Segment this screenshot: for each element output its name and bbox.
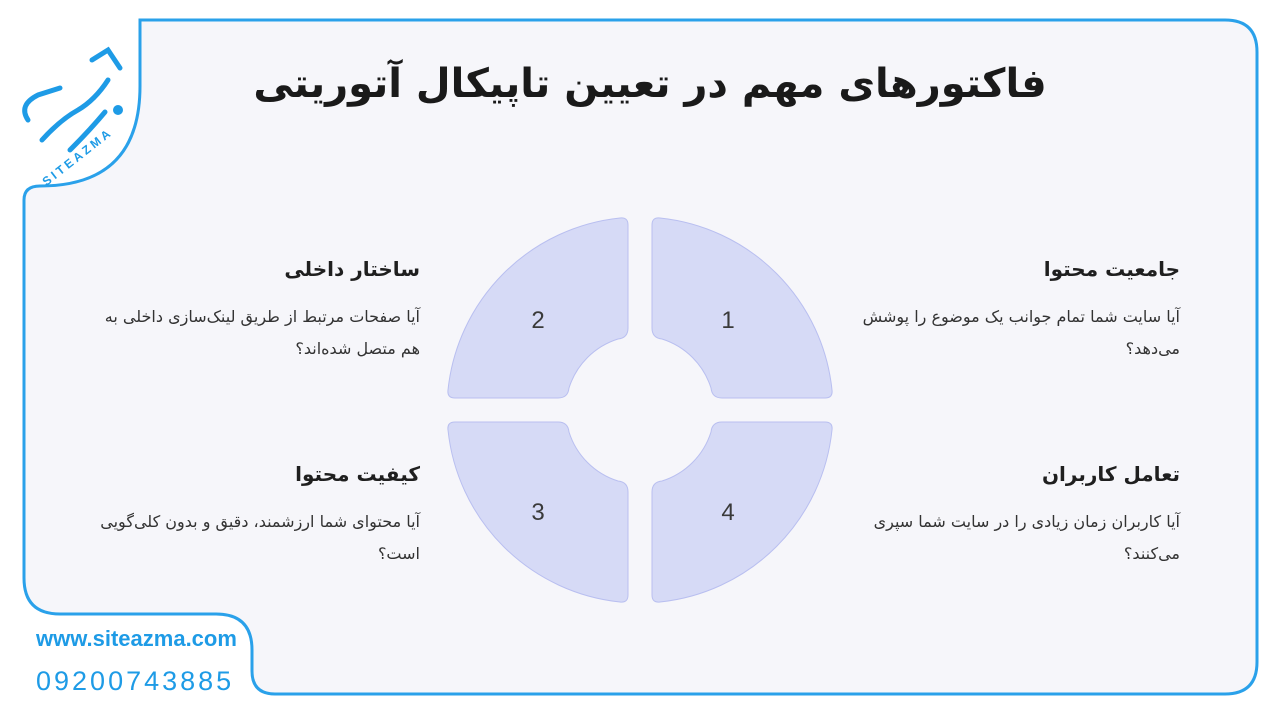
- phone-number: 09200743885: [36, 666, 235, 696]
- factor-block-2: [90, 255, 420, 365]
- siteazma-logo: [0, 0, 150, 190]
- segment-4-shape: [652, 422, 832, 602]
- segment-1-number: 1: [721, 307, 735, 334]
- segment-3-number: 3: [531, 499, 545, 526]
- segment-2-number: 2: [531, 307, 545, 334]
- page-title: فاکتورهای مهم در تعیین تاپیکال آتوریتی: [253, 61, 1047, 107]
- factor-block-4: [850, 460, 1180, 570]
- factor-block-3: [90, 460, 420, 570]
- factor-block-1: [850, 255, 1180, 365]
- factor-3-heading: کیفیت محتوا: [295, 462, 420, 486]
- segment-4-number: 4: [721, 499, 735, 526]
- segment-1-shape: [652, 218, 832, 398]
- factor-2-text: آیا صفحات مرتبط از طریق لینک‌سازی داخلی به هم متصل شده‌اند؟: [104, 307, 420, 358]
- factor-1-heading: جامعیت محتوا: [1043, 257, 1180, 281]
- factors-ring-diagram: [440, 210, 840, 610]
- factor-4-text: آیا کاربران زمان زیادی را در سایت شما سپری می‌کنند؟: [873, 512, 1180, 563]
- logo-brand-text: SITEAZMA: [39, 125, 116, 189]
- factor-4-heading: تعامل کاربران: [1041, 462, 1180, 486]
- factor-1-text: آیا سایت شما تمام جوانب یک موضوع را پوشش می‌دهد؟: [862, 307, 1180, 358]
- factor-3-text: آیا محتوای شما ارزشمند، دقیق و بدون کلی‌گویی است؟: [100, 512, 420, 563]
- factor-2-heading: ساختار داخلی: [284, 257, 420, 281]
- website-link[interactable]: www.siteazma.com: [36, 626, 237, 651]
